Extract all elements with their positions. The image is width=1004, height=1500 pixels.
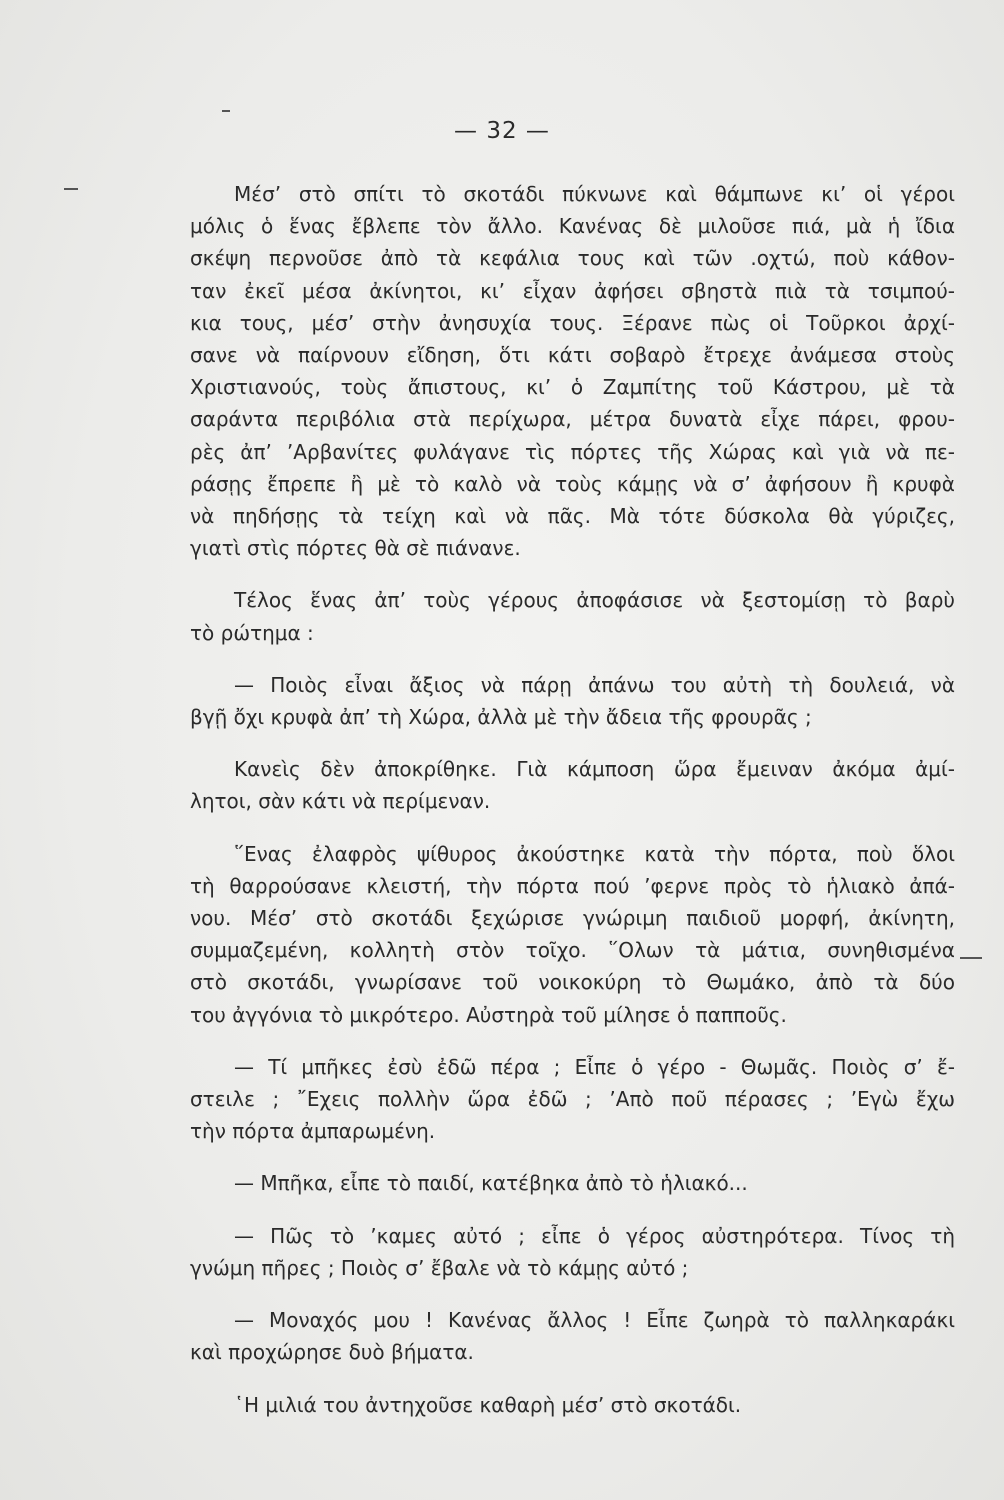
text-line: καὶ προχώρησε δυὸ βήματα. (190, 1340, 474, 1365)
text-line: Τέλος ἕνας ἀπ’ τοὺς γέρους ἀποφάσισε νὰ ξεστομίσῃ τὸ βαρὺ (234, 588, 955, 613)
text-line: του ἀγγόνια τὸ μικρότερο. Αὐστηρὰ τοῦ μίλησε ὁ παπποῦς. (190, 1002, 787, 1027)
paragraph (190, 1389, 955, 1421)
body-text (190, 178, 955, 1441)
text-line: Κανεὶς δὲν ἀποκρίθηκε. Γιὰ κάμποση ὥρα ἔμειναν ἀκόμα ἀμί- (234, 757, 955, 782)
text-line: — Μοναχός μου ! Κανένας ἄλλος ! Εἶπε ζωηρὰ τὸ παλληκαράκι (234, 1308, 955, 1333)
text-line: συμμαζεμένη, κολλητὴ στὸν τοῖχο. ῞Ολων τὰ μάτια, συνηθισμένα (190, 938, 955, 963)
margin-mark-left (64, 188, 78, 190)
text-line: — Μπῆκα, εἶπε τὸ παιδί, κατέβηκα ἀπὸ τὸ ἡλιακό... (234, 1171, 748, 1196)
text-line: νὰ πηδήσῃς τὰ τείχη καὶ νὰ πᾶς. Μὰ τότε δύσκολα θὰ γύριζες, (190, 504, 955, 529)
text-line: ράσῃς ἔπρεπε ἢ μὲ τὸ καλὸ νὰ τοὺς κάμῃς νὰ σ’ ἀφήσουν ἢ κρυφὰ (190, 471, 955, 496)
text-line: βγῇ ὄχι κρυφὰ ἀπ’ τὴ Χώρα, ἀλλὰ μὲ τὴν ἄδεια τῆς φρουρᾶς ; (190, 705, 812, 730)
text-line: ρὲς ἀπ’ ’Αρβανίτες φυλάγανε τὶς πόρτες τῆς Χώρας καὶ γιὰ νὰ πε- (190, 439, 955, 464)
paragraph (190, 1051, 955, 1148)
text-line: Μέσ’ στὸ σπίτι τὸ σκοτάδι πύκνωνε καὶ θάμπωνε κι’ οἱ γέροι (234, 182, 955, 206)
text-line: τὸ ρώτημα : (190, 620, 314, 645)
text-line: γνώμη πῆρες ; Ποιὸς σ’ ἔβαλε νὰ τὸ κάμῃς αὐτό ; (190, 1255, 689, 1280)
text-line: λητοι, σὰν κάτι νὰ περίμεναν. (190, 789, 491, 814)
text-line: Χριστιανούς, τοὺς ἄπιστους, κι’ ὁ Ζαμπίτης τοῦ Κάστρου, μὲ τὰ (190, 375, 955, 400)
text-line: στὸ σκοτάδι, γνωρίσανε τοῦ νοικοκύρη τὸ Θωμάκο, ἀπὸ τὰ δύο (190, 970, 955, 995)
page-number: — 32 — (454, 118, 550, 144)
text-line: μόλις ὁ ἕνας ἔβλεπε τὸν ἄλλο. Κανένας δὲ μιλοῦσε πιά, μὰ ἡ ἴδια (190, 214, 955, 239)
text-line: σαράντα περιβόλια στὰ περίχωρα, μέτρα δυνατὰ εἶχε πάρει, φρου- (190, 407, 955, 432)
paragraph (190, 753, 955, 817)
margin-mark-right (960, 957, 982, 959)
text-line: ταν ἐκεῖ μέσα ἀκίνητοι, κι’ εἶχαν ἀφήσει σβηστὰ πιὰ τὰ τσιμπού- (190, 278, 955, 303)
text-line: — Πῶς τὸ ’καμες αὐτό ; εἶπε ὁ γέρος αὐστηρότερα. Τίνος τὴ (234, 1223, 955, 1248)
text-line: τὴ θαρρούσανε κλειστή, τὴν πόρτα πού ’φερνε πρὸς τὸ ἡλιακὸ ἀπά- (190, 873, 955, 898)
text-line: γιατὶ στὶς πόρτες θὰ σὲ πιάνανε. (190, 536, 521, 561)
text-line: — Ποιὸς εἶναι ἄξιος νὰ πάρῃ ἀπάνω του αὐτὴ τὴ δουλειά, νὰ (234, 672, 955, 697)
margin-mark-top (222, 110, 230, 112)
text-line: — Τί μπῆκες ἐσὺ ἐδῶ πέρα ; Εἶπε ὁ γέρο - Θωμᾶς. Ποιὸς σ’ ἔ- (234, 1054, 955, 1079)
text-line: τὴν πόρτα ἀμπαρωμένη. (190, 1119, 436, 1144)
text-line: ῾Η μιλιά του ἀντηχοῦσε καθαρὴ μέσ’ στὸ σκοτάδι. (234, 1392, 742, 1417)
paragraph (190, 1167, 955, 1199)
paragraph (190, 838, 955, 1031)
text-line: κια τους, μέσ’ στὴν ἀνησυχία τους. Ξέρανε πὼς οἱ Τοῦρκοι ἀρχί- (190, 310, 955, 335)
paragraph (190, 584, 955, 648)
text-line: νου. Μέσ’ στὸ σκοτάδι ξεχώρισε γνώριμη παιδιοῦ μορφή, ἀκίνητη, (190, 906, 955, 931)
paragraph (190, 178, 955, 564)
text-line: στειλε ; ῎Εχεις πολλὴν ὥρα ἐδῶ ; ’Απὸ ποῦ πέρασες ; ’Εγὼ ἔχω (190, 1087, 955, 1112)
text-line: ῞Ενας ἐλαφρὸς ψίθυρος ἀκούστηκε κατὰ τὴν πόρτα, ποὺ ὅλοι (234, 841, 955, 866)
paragraph (190, 1304, 955, 1368)
text-line: σανε νὰ παίρνουν εἴδηση, ὅτι κάτι σοβαρὸ ἔτρεχε ἀνάμεσα στοὺς (190, 343, 955, 368)
text-line: σκέψη περνοῦσε ἀπὸ τὰ κεφάλια τους καὶ τῶν .οχτώ, ποὺ κάθον- (190, 246, 955, 271)
paragraph (190, 669, 955, 733)
paragraph (190, 1220, 955, 1284)
